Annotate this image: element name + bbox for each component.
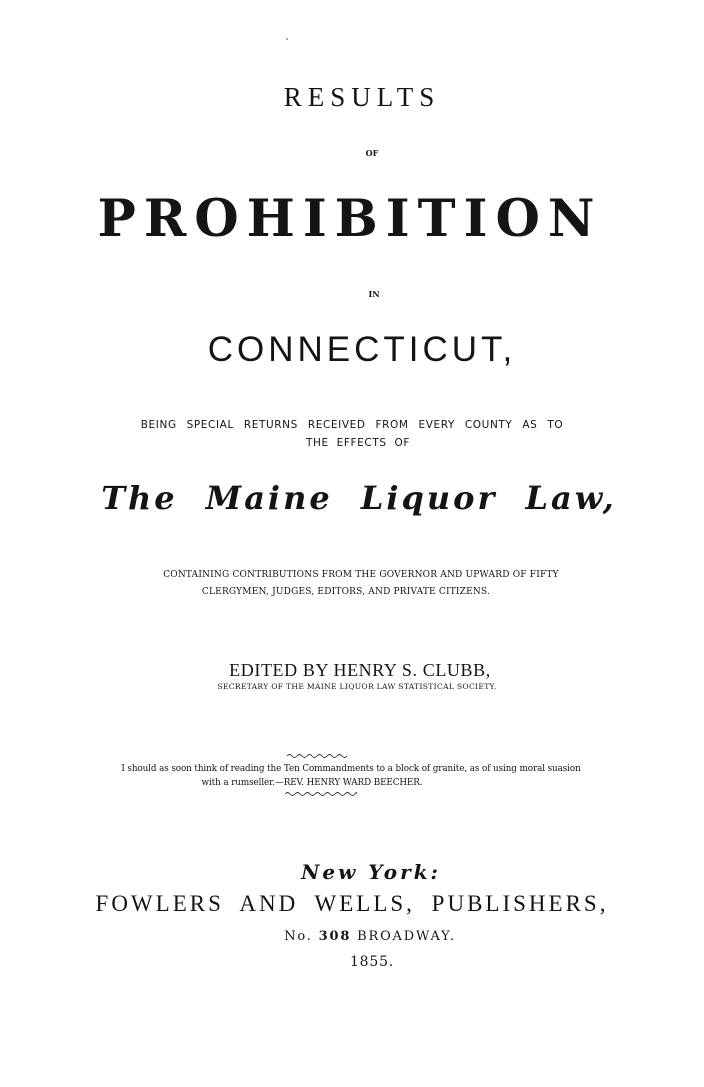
address-number: 308 bbox=[318, 929, 352, 944]
address-street: BROADWAY. bbox=[357, 929, 456, 944]
imprint-address bbox=[0, 930, 704, 943]
address-prefix: No. bbox=[284, 929, 313, 944]
connector-in: IN bbox=[368, 289, 380, 299]
imprint-year: 1855. bbox=[349, 954, 395, 970]
epigraph-line-2: with a rumseller.—REV. HENRY WARD BEECHER. bbox=[201, 778, 423, 788]
heading-prohibition: PROHIBITION bbox=[97, 189, 603, 249]
law-name: The Maine Liquor Law, bbox=[101, 479, 617, 517]
contents-line-1: CONTAINING CONTRIBUTIONS FROM THE GOVERNOR AND UPWARD OF FIFTY bbox=[163, 570, 559, 580]
ornament-rule-top bbox=[287, 753, 347, 759]
imprint-publisher: FOWLERS AND WELLS, PUBLISHERS, bbox=[95, 891, 609, 916]
connector-of: OF bbox=[365, 148, 379, 158]
description-line-1: BEING SPECIAL RETURNS RECEIVED FROM EVERY COUNTY AS TO bbox=[140, 419, 564, 431]
editor-title: SECRETARY OF THE MAINE LIQUOR LAW STATISTICAL SOCIETY. bbox=[217, 682, 497, 691]
editor-credit: EDITED BY HENRY S. CLUBB, bbox=[229, 660, 491, 680]
heading-state: CONNECTICUT, bbox=[207, 330, 517, 369]
ornament-rule-bottom bbox=[285, 791, 357, 797]
imprint-city: New York: bbox=[301, 860, 441, 884]
epigraph-line-1: I should as soon think of reading the Ten Commandments to a block of granite, as of using moral suasion bbox=[121, 764, 581, 774]
description-line-2: THE EFFECTS OF bbox=[305, 437, 411, 449]
print-speck bbox=[286, 38, 288, 40]
heading-results: RESULTS bbox=[283, 82, 441, 112]
contents-line-2: CLERGYMEN, JUDGES, EDITORS, AND PRIVATE CITIZENS. bbox=[201, 587, 491, 597]
